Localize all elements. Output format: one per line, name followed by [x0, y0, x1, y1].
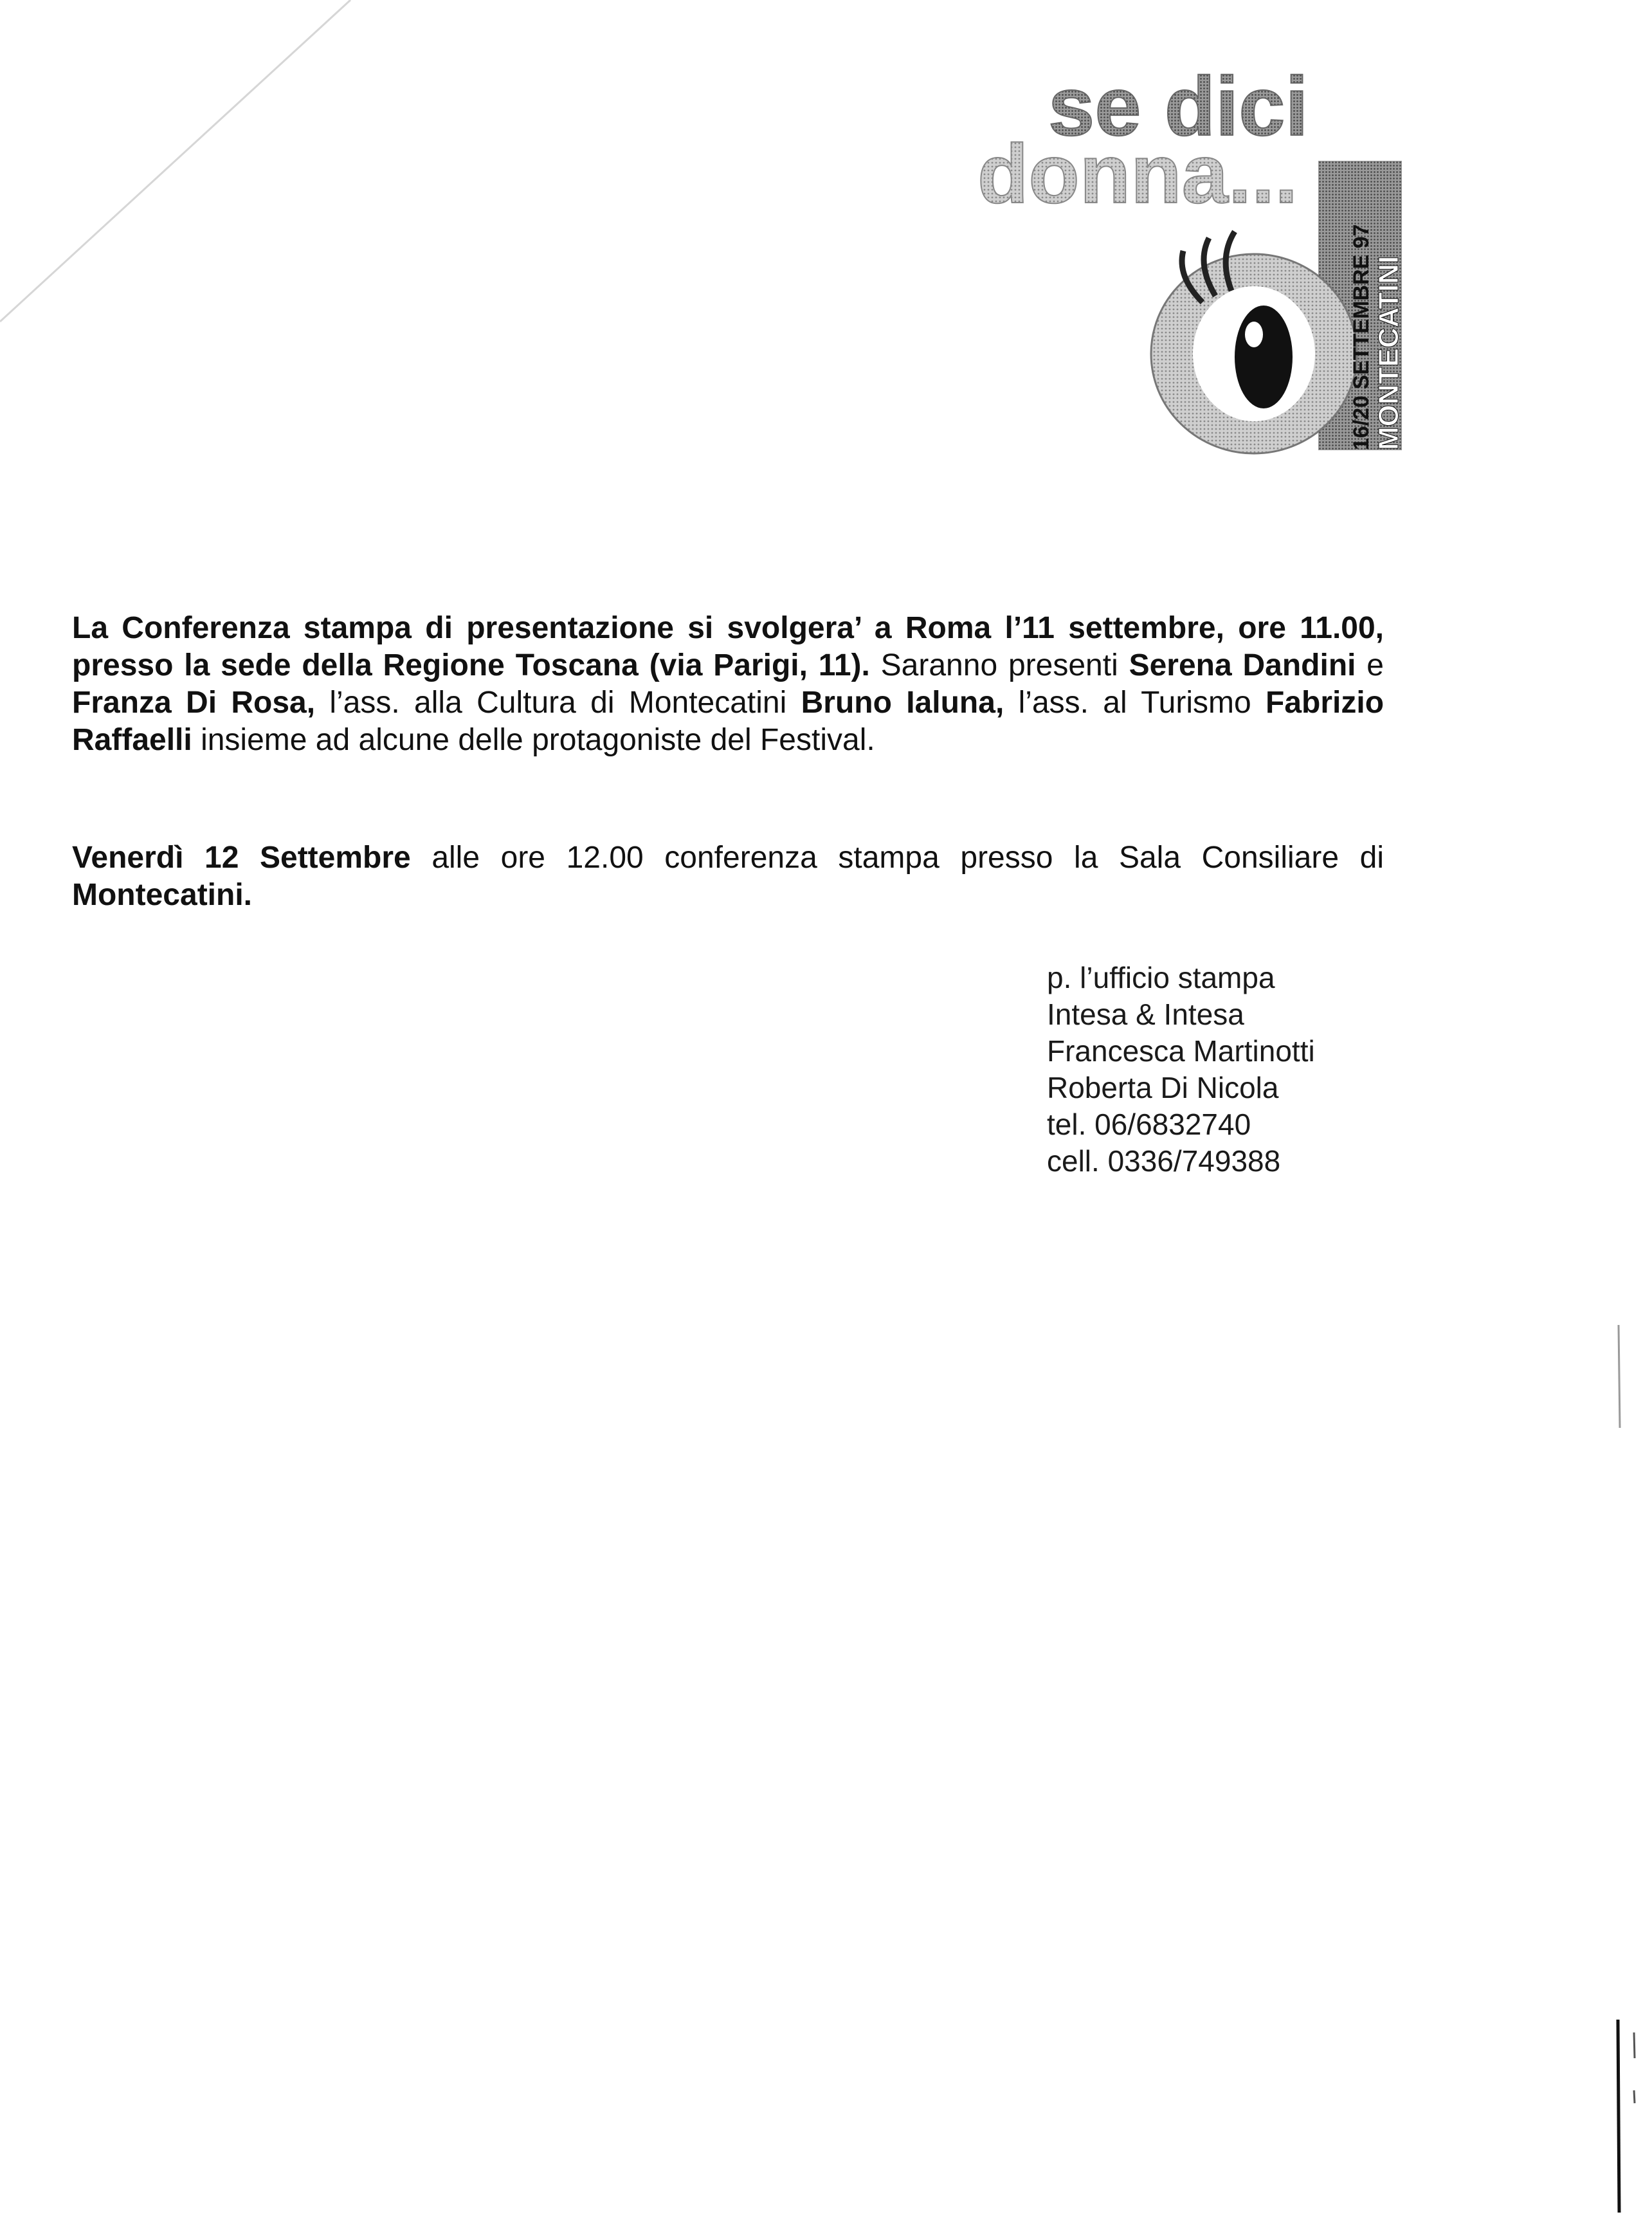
signature-contact-1: Francesca Martinotti: [1047, 1034, 1315, 1068]
logo-line1: se dici: [1048, 64, 1309, 153]
logo-dates: 16/20 SETTEMBRE 97: [1349, 224, 1374, 450]
scan-right-edge-marks: [1601, 0, 1652, 2237]
name-serena-dandini: Serena Dandini: [1129, 648, 1356, 682]
paragraph1-bold-intro: La Conferenza stampa di presentazione si svolgera’ a Roma l’11 settembre, ore 11.00, presso la sede della Regione Toscana (via Parigi, 11).: [72, 611, 1384, 682]
logo-graphic: [971, 64, 1415, 463]
signature-office: p. l’ufficio stampa: [1047, 961, 1275, 994]
press-conference-rome-paragraph: La Conferenza stampa di presentazione si svolgera’ a Roma l’11 settembre, ore 11.00, presso la sede della Regione Toscana (via Parigi, 11). Saranno presenti Serena Dandini e Franza Di Rosa, l’ass. alla Cultura di Montecatini Bruno Ialuna, l’ass. al Turismo Fabrizio Raffaelli insieme ad alcune delle protagoniste del Festival.: [72, 611, 1384, 757]
signature-block: [1047, 960, 1315, 1180]
signature-phone: tel. 06/6832740: [1047, 1108, 1251, 1141]
press-conference-montecatini-paragraph: Venerdì 12 Settembre alle ore 12.00 conferenza stampa presso la Sala Consiliare di Montecatini.: [72, 841, 1384, 912]
paragraph2-place: Montecatini.: [72, 878, 253, 912]
name-bruno-ialuna: Bruno Ialuna,: [801, 686, 1004, 720]
signature-agency: Intesa & Intesa: [1047, 998, 1244, 1031]
name-fabrizio-raffaelli: Fabrizio Raffaelli: [72, 686, 1384, 757]
paragraph2-date: Venerdì 12 Settembre: [72, 841, 411, 875]
logo-line2: donna...: [977, 127, 1298, 221]
logo-eye-pupil: [1235, 306, 1293, 408]
signature-contact-2: Roberta Di Nicola: [1047, 1071, 1279, 1104]
signature-mobile: cell. 0336/749388: [1047, 1144, 1281, 1178]
scan-corner-fold: [0, 0, 386, 334]
festival-logo: [971, 64, 1415, 463]
name-franza-di-rosa: Franza Di Rosa,: [72, 686, 316, 720]
logo-city: MONTECATINI: [1373, 255, 1404, 450]
